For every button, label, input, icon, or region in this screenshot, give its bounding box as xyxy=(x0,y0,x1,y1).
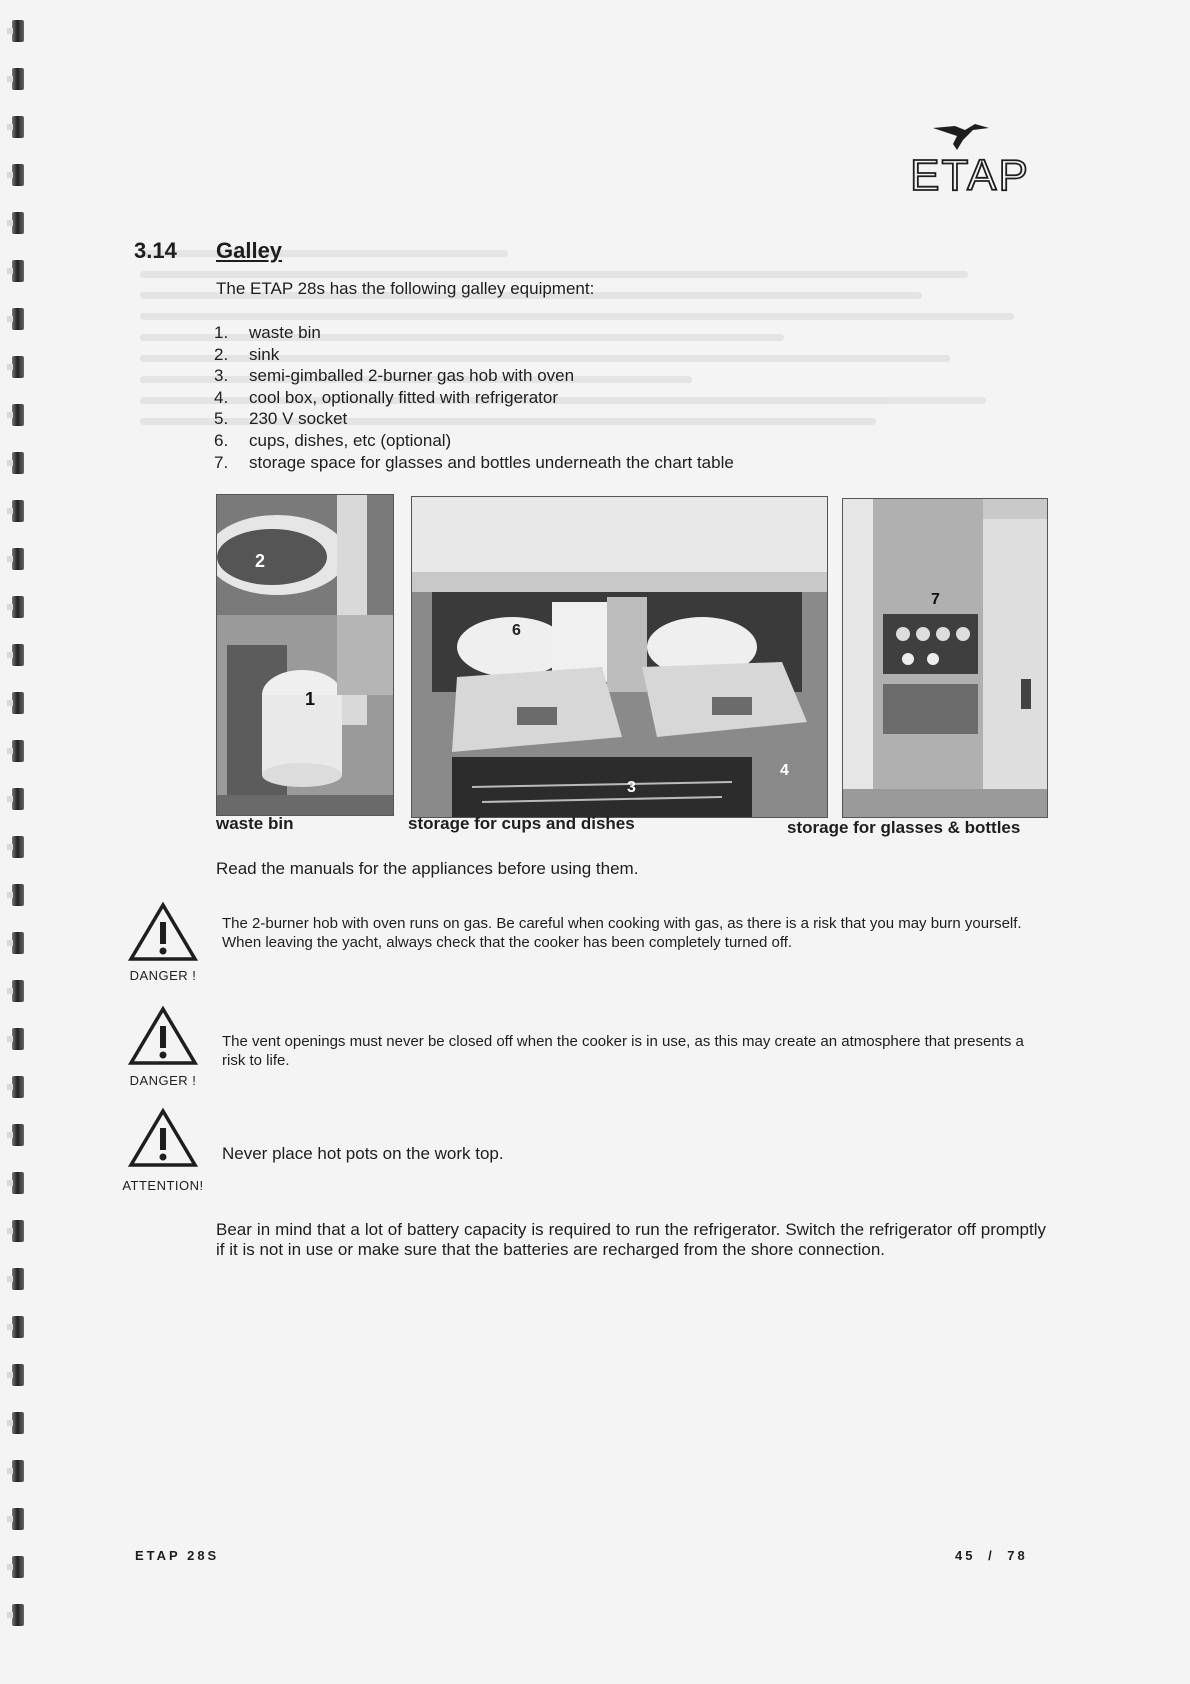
binding-ring xyxy=(12,308,24,330)
equipment-list xyxy=(214,322,734,473)
section-intro: The ETAP 28s has the following galley equipment: xyxy=(216,279,595,298)
list-item: 5. 230 V socket xyxy=(214,409,348,429)
warning-text-vent: The vent openings must never be closed off when the cooker is in use, as this may create an atmosphere that presents a risk to life. xyxy=(222,1033,1024,1069)
binding-ring xyxy=(12,740,24,762)
caption-waste-bin: waste bin xyxy=(216,814,294,833)
photo-waste-bin xyxy=(216,494,394,816)
caption-cups-dishes: storage for cups and dishes xyxy=(408,814,635,833)
binding-ring xyxy=(12,452,24,474)
warning-text-gas: The 2-burner hob with oven runs on gas. Be careful when cooking with gas, as there is a risk that you may burn yourself. When leaving the yacht, always check that the cooker has been completely turned off. xyxy=(222,915,1022,951)
binding-ring xyxy=(12,644,24,666)
caption-glasses-bottles: storage for glasses & bottles xyxy=(787,818,1021,837)
binding-ring xyxy=(12,884,24,906)
list-item: 3. semi-gimballed 2-burner gas hob with oven xyxy=(214,366,575,386)
binding-ring xyxy=(12,980,24,1002)
list-item: 6. cups, dishes, etc (optional) xyxy=(214,430,452,450)
warning-triangle-icon xyxy=(128,902,198,962)
list-item: 4. cool box, optionally fitted with refrigerator xyxy=(214,387,558,407)
callout-1: 1 xyxy=(305,689,316,709)
list-item: 7. storage space for glasses and bottles underneath the chart table xyxy=(214,452,734,472)
callout-3: 3 xyxy=(627,779,636,796)
binding-ring xyxy=(12,212,24,234)
warning-text-hot-pots: Never place hot pots on the work top. xyxy=(222,1144,504,1163)
binding-ring xyxy=(12,548,24,570)
callout-2: 2 xyxy=(255,551,266,571)
binding-ring xyxy=(12,1076,24,1098)
list-item: 2. sink xyxy=(214,344,280,364)
binding-ring xyxy=(12,1220,24,1242)
binding-ring xyxy=(12,1172,24,1194)
binding-ring xyxy=(12,1364,24,1386)
section-title: Galley xyxy=(216,238,283,263)
binding-ring xyxy=(12,1316,24,1338)
binding-ring xyxy=(12,1460,24,1482)
binding-ring xyxy=(12,1604,24,1626)
binding-ring xyxy=(12,1508,24,1530)
callout-7: 7 xyxy=(931,591,940,608)
binding-ring xyxy=(12,356,24,378)
etap-logo xyxy=(895,118,1045,198)
binding-ring xyxy=(12,1028,24,1050)
battery-note: Bear in mind that a lot of battery capacity is required to run the refrigerator. Switch the refrigerator off promptly if it is not in use or make sure that the batteries are recharged from the shore connection. xyxy=(216,1220,1046,1259)
warning-triangle-icon xyxy=(128,1006,198,1066)
binding-ring xyxy=(12,932,24,954)
callout-6: 6 xyxy=(512,622,521,639)
read-manuals-note: Read the manuals for the appliances before using them. xyxy=(216,859,639,878)
warning-label-attention: ATTENTION! xyxy=(122,1178,204,1193)
binding-ring xyxy=(12,20,24,42)
footer-model: ETAP 28S xyxy=(135,1548,220,1563)
binding-ring xyxy=(12,164,24,186)
section-number: 3.14 xyxy=(134,238,177,263)
photo-cups-dishes xyxy=(411,496,828,818)
warning-label-danger: DANGER ! xyxy=(129,1073,197,1088)
binding-ring xyxy=(12,1124,24,1146)
warning-triangle-icon xyxy=(128,1108,198,1168)
binding-ring xyxy=(12,788,24,810)
binding-ring xyxy=(12,1268,24,1290)
binding-ring xyxy=(12,692,24,714)
binding-ring xyxy=(12,68,24,90)
binding-ring xyxy=(12,500,24,522)
binding-ring xyxy=(12,836,24,858)
logo-wordmark: ETAP xyxy=(910,151,1030,198)
binding-ring xyxy=(12,1556,24,1578)
binding-ring xyxy=(12,116,24,138)
warning-label-danger: DANGER ! xyxy=(129,968,197,983)
footer-page-number: 45 / 78 xyxy=(955,1548,1028,1563)
binding-ring xyxy=(12,404,24,426)
binding-ring xyxy=(12,1412,24,1434)
spiral-binding xyxy=(6,20,30,1660)
callout-4: 4 xyxy=(780,762,789,779)
photo-glasses-bottles xyxy=(842,498,1048,818)
list-item: 1. waste bin xyxy=(214,323,321,342)
binding-ring xyxy=(12,260,24,282)
binding-ring xyxy=(12,596,24,618)
